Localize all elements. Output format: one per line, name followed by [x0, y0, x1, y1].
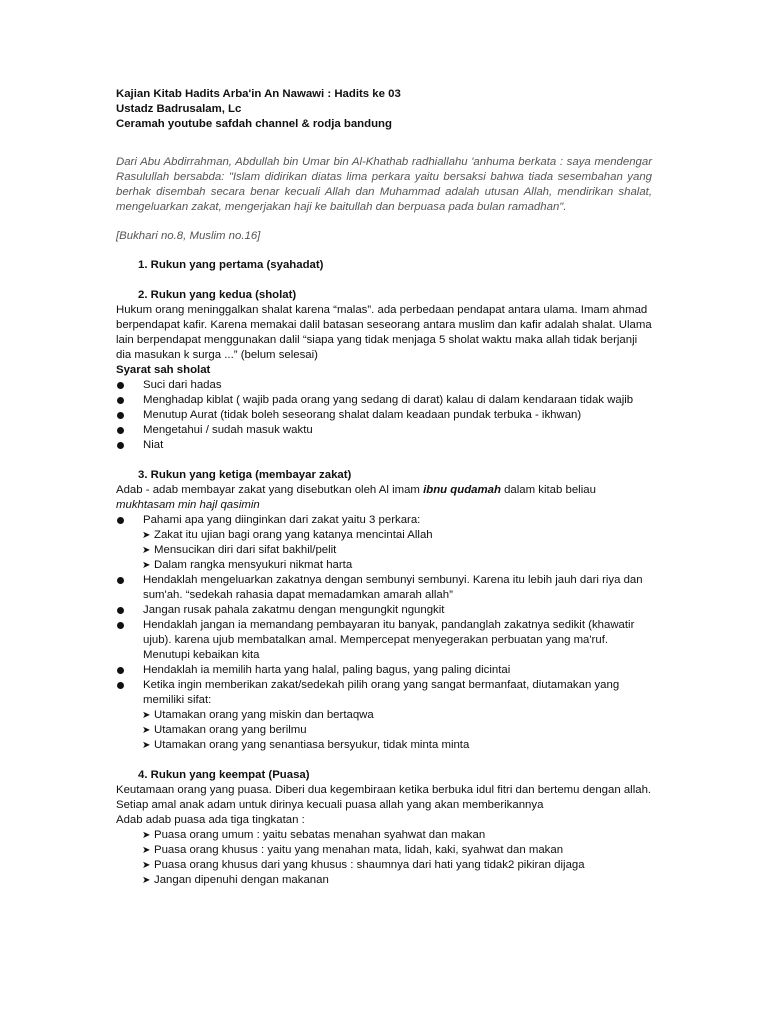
document-body: [116, 87, 652, 888]
list-item: Hendaklah ia memilih harta yang halal, paling bagus, yang paling dicintai: [116, 663, 652, 678]
document-title: Kajian Kitab Hadits Arba'in An Nawawi : Hadits ke 03: [116, 88, 401, 100]
list-item: Hendaklah jangan ia memandang pembayaran itu banyak, pandanglah zakatnya sedikit (khawatir ujub). karena ujub membatalkan amal. Mempercepat menyegerakan perbuatan yang ma'ruf. Menutupi kebaikan kita: [116, 618, 652, 663]
sub-list-item: ➤ Puasa orang khusus dari yang khusus : shaumnya dari hati yang tidak2 pikiran dijaga: [142, 859, 585, 871]
bullet-icon: [117, 517, 124, 524]
list-item: Menutup Aurat (tidak boleh seseorang shalat dalam keadaan pundak terbuka - ikhwan): [116, 408, 652, 423]
hadith-reference: [Bukhari no.8, Muslim no.16]: [116, 230, 261, 242]
sub-list-item: ➤ Dalam rangka mensyukuri nikmat harta: [142, 559, 353, 571]
bullet-icon: [117, 667, 124, 674]
arrow-bullet-icon: ➤: [142, 560, 151, 571]
sub-list-item: ➤ Utamakan orang yang senantiasa bersyukur, tidak minta minta: [142, 739, 470, 751]
hadith-text: Dari Abu Abdirrahman, Abdullah bin Umar bin Al-Khathab radhiallahu 'anhuma berkata : saya mendengar Rasulullah bersabda: "Islam didirikan diatas lima perkara yaitu bersaksi bahwa tiada sesembahan yang berhak disembah secara benar kecuali Allah dan Muhammad adalah utusan Allah, mendirikan shalat, mengeluarkan zakat, mengerjakan haji ke baitullah dan berpuasa pada bulan ramadhan".: [116, 156, 652, 213]
bullet-icon: [117, 442, 124, 449]
sub-list-item: ➤ Utamakan orang yang miskin dan bertaqwa: [142, 709, 374, 721]
list-item: Hendaklah mengeluarkan zakatnya dengan sembunyi sembunyi. Karena itu lebih jauh dari riya dan sum'ah. “sedekah rahasia dapat memadamkan amarah allah”: [116, 573, 652, 603]
bullet-icon: [117, 577, 124, 584]
bullet-icon: [117, 382, 124, 389]
section-4-title: 4. Rukun yang keempat (Puasa): [138, 769, 310, 781]
section-2-body: Hukum orang meninggalkan shalat karena “malas”. ada perbedaan pendapat antara ulama. Imam ahmad berpendapat kafir. Karena memakai dalil batasan seseorang antara muslim dan kafir adalah shalat. Ulama lain berpendapat menggunakan dalil “siapa yang tidak menjaga 5 sholat waktu maka allah tidak berjanji dia masukan k surga ...” (belum selesai): [116, 304, 652, 361]
list-item: Jangan rusak pahala zakatmu dengan mengungkit ngungkit: [116, 603, 652, 618]
section-1-title: 1. Rukun yang pertama (syahadat): [138, 259, 324, 271]
section-2-title: 2. Rukun yang kedua (sholat): [138, 289, 297, 301]
section-2-subheading: Syarat sah sholat: [116, 364, 211, 376]
sub-list-item: ➤ Utamakan orang yang berilmu: [142, 724, 307, 736]
bullet-icon: [117, 607, 124, 614]
list-item: Suci dari hadas: [116, 378, 652, 393]
bullet-icon: [117, 622, 124, 629]
book-title: mukhtasam min hajl qasimin: [116, 499, 260, 511]
list-item: Menghadap kiblat ( wajib pada orang yang sedang di darat) kalau di dalam kendaraan tidak wajib: [116, 393, 652, 408]
bullet-icon: [117, 427, 124, 434]
list-item: Niat: [116, 438, 652, 453]
list-item: Ketika ingin memberikan zakat/sedekah pilih orang yang sangat bermanfaat, diutamakan yang memiliki sifat:: [116, 678, 652, 708]
arrow-bullet-icon: ➤: [142, 845, 151, 856]
bullet-icon: [117, 682, 124, 689]
sub-list-item: ➤ Puasa orang khusus : yaitu yang menahan mata, lidah, kaki, syahwat dan makan: [142, 844, 564, 856]
bullet-icon: [117, 412, 124, 419]
arrow-bullet-icon: ➤: [142, 740, 151, 751]
section-3-intro: Adab - adab membayar zakat yang disebutkan oleh Al imam ibnu qudamah dalam kitab beliau mukhtasam min hajl qasimin: [116, 484, 596, 511]
section-4-subheading: Adab adab puasa ada tiga tingkatan :: [116, 814, 305, 826]
sub-list-item: ➤ Jangan dipenuhi dengan makanan: [142, 874, 329, 886]
arrow-bullet-icon: ➤: [142, 875, 151, 886]
author-name: ibnu qudamah: [423, 484, 501, 496]
arrow-bullet-icon: ➤: [142, 860, 151, 871]
arrow-bullet-icon: ➤: [142, 530, 151, 541]
arrow-bullet-icon: ➤: [142, 725, 151, 736]
sub-list-item: ➤ Puasa orang umum : yaitu sebatas menahan syahwat dan makan: [142, 829, 486, 841]
arrow-bullet-icon: ➤: [142, 830, 151, 841]
arrow-bullet-icon: ➤: [142, 710, 151, 721]
list-item: Mengetahui / sudah masuk waktu: [116, 423, 652, 438]
sub-list-item: ➤ Mensucikan diri dari sifat bakhil/pelit: [142, 544, 337, 556]
sub-list-item: ➤ Zakat itu ujian bagi orang yang katanya mencintai Allah: [142, 529, 433, 541]
section-4-body: Keutamaan orang yang puasa. Diberi dua kegembiraan ketika berbuka idul fitri dan bertemu dengan allah. Setiap amal anak adam untuk dirinya kecuali puasa allah yang akan memberikannya: [116, 784, 652, 811]
speaker-name: Ustadz Badrusalam, Lc: [116, 103, 242, 115]
arrow-bullet-icon: ➤: [142, 545, 151, 556]
list-item: Pahami apa yang diinginkan dari zakat yaitu 3 perkara:: [116, 513, 652, 528]
section-3-title: 3. Rukun yang ketiga (membayar zakat): [138, 469, 352, 481]
bullet-icon: [117, 397, 124, 404]
source-line: Ceramah youtube safdah channel & rodja bandung: [116, 118, 392, 130]
